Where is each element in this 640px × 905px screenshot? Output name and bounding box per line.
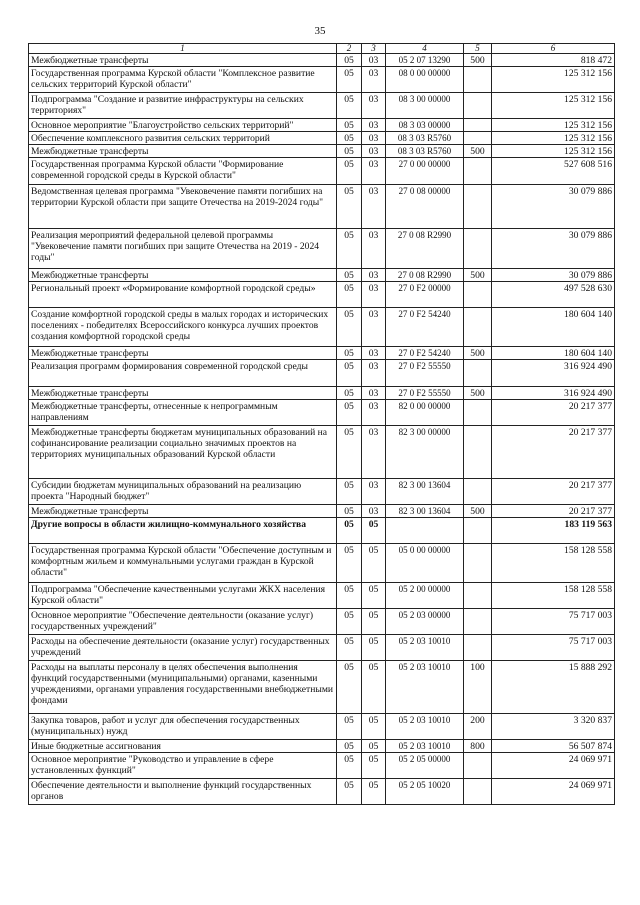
table-row: [29, 269, 615, 282]
expense-type-cell: [464, 518, 492, 544]
table-row: [29, 67, 615, 93]
table-row: [29, 635, 615, 661]
section-code-cell: 05: [337, 387, 362, 400]
item-name-cell: Межбюджетные трансферты: [29, 269, 337, 282]
target-article-cell: 82 3 00 00000: [386, 426, 464, 479]
item-name-cell: Иные бюджетные ассигнования: [29, 740, 337, 753]
expense-type-cell: 500: [464, 145, 492, 158]
section-code-cell: 05: [337, 426, 362, 479]
table-header-row: [29, 44, 615, 54]
target-article-cell: 27 0 F2 00000: [386, 282, 464, 308]
expense-type-cell: 500: [464, 387, 492, 400]
table-row: [29, 400, 615, 426]
subsection-code-cell: 03: [362, 229, 386, 269]
target-article-cell: 05 0 00 00000: [386, 544, 464, 583]
section-code-cell: 05: [337, 779, 362, 805]
subsection-code-cell: 05: [362, 635, 386, 661]
item-name-cell: Государственная программа Курской области "Комплексное развитие сельских территорий Курской области": [29, 67, 337, 93]
target-article-cell: 82 0 00 00000: [386, 400, 464, 426]
table-row: [29, 158, 615, 185]
target-article-cell: 27 0 F2 55550: [386, 360, 464, 387]
amount-cell: 20 217 377: [492, 426, 615, 479]
expense-type-cell: [464, 479, 492, 505]
subsection-code-cell: 03: [362, 282, 386, 308]
table-row: [29, 714, 615, 740]
item-name-cell: Субсидии бюджетам муниципальных образований на реализацию проекта "Народный бюджет": [29, 479, 337, 505]
target-article-cell: 05 2 03 10010: [386, 661, 464, 714]
subsection-code-cell: 03: [362, 54, 386, 67]
item-name-cell: Основное мероприятие "Обеспечение деятельности (оказание услуг) государственных учреждений": [29, 609, 337, 635]
section-code-cell: 05: [337, 518, 362, 544]
subsection-code-cell: 03: [362, 119, 386, 132]
table-row: [29, 360, 615, 387]
expense-type-cell: 500: [464, 269, 492, 282]
amount-cell: 20 217 377: [492, 505, 615, 518]
expense-type-cell: [464, 308, 492, 347]
item-name-cell: Межбюджетные трансферты, отнесенные к непрограммным направлениям: [29, 400, 337, 426]
section-code-cell: 05: [337, 347, 362, 360]
item-name-cell: Основное мероприятие "Руководство и управление в сфере установленных функций": [29, 753, 337, 779]
subsection-code-cell: 03: [362, 93, 386, 119]
table-row: [29, 544, 615, 583]
amount-cell: 20 217 377: [492, 479, 615, 505]
expense-type-cell: [464, 583, 492, 609]
item-name-cell: Основное мероприятие "Благоустройство сельских территорий": [29, 119, 337, 132]
section-code-cell: 05: [337, 583, 362, 609]
target-article-cell: 05 2 03 10010: [386, 740, 464, 753]
column-header: 4: [386, 44, 464, 54]
target-article-cell: 82 3 00 13604: [386, 505, 464, 518]
subsection-code-cell: 05: [362, 753, 386, 779]
table-row: [29, 609, 615, 635]
section-code-cell: 05: [337, 740, 362, 753]
target-article-cell: 05 2 07 13290: [386, 54, 464, 67]
section-code-cell: 05: [337, 229, 362, 269]
amount-cell: 125 312 156: [492, 119, 615, 132]
subsection-code-cell: 03: [362, 308, 386, 347]
table-row: [29, 347, 615, 360]
table-row: [29, 54, 615, 67]
item-name-cell: Подпрограмма "Создание и развитие инфраструктуры на сельских территориях": [29, 93, 337, 119]
subsection-code-cell: 05: [362, 714, 386, 740]
expense-type-cell: [464, 67, 492, 93]
amount-cell: 15 888 292: [492, 661, 615, 714]
amount-cell: 497 528 630: [492, 282, 615, 308]
section-code-cell: 05: [337, 308, 362, 347]
item-name-cell: Межбюджетные трансферты: [29, 54, 337, 67]
table-row: [29, 661, 615, 714]
item-name-cell: Межбюджетные трансферты: [29, 145, 337, 158]
amount-cell: 158 128 558: [492, 544, 615, 583]
item-name-cell: Обеспечение деятельности и выполнение функций государственных органов: [29, 779, 337, 805]
amount-cell: 125 312 156: [492, 132, 615, 145]
amount-cell: 183 119 563: [492, 518, 615, 544]
amount-cell: 527 608 516: [492, 158, 615, 185]
table-row: [29, 779, 615, 805]
expense-type-cell: 200: [464, 714, 492, 740]
expense-type-cell: [464, 635, 492, 661]
amount-cell: 125 312 156: [492, 93, 615, 119]
section-code-cell: 05: [337, 753, 362, 779]
table-row: [29, 93, 615, 119]
amount-cell: 30 079 886: [492, 269, 615, 282]
amount-cell: 125 312 156: [492, 67, 615, 93]
table-row: [29, 740, 615, 753]
target-article-cell: 27 0 08 00000: [386, 185, 464, 229]
amount-cell: 818 472: [492, 54, 615, 67]
section-code-cell: 05: [337, 93, 362, 119]
section-code-cell: 05: [337, 119, 362, 132]
section-code-cell: 05: [337, 661, 362, 714]
item-name-cell: Закупка товаров, работ и услуг для обеспечения государственных (муниципальных) нужд: [29, 714, 337, 740]
expense-type-cell: [464, 779, 492, 805]
target-article-cell: 27 0 F2 54240: [386, 347, 464, 360]
item-name-cell: Реализация программ формирования современной городской среды: [29, 360, 337, 387]
target-article-cell: 82 3 00 13604: [386, 479, 464, 505]
amount-cell: 180 604 140: [492, 308, 615, 347]
item-name-cell: Межбюджетные трансферты: [29, 387, 337, 400]
column-header: 5: [464, 44, 492, 54]
section-code-cell: 05: [337, 67, 362, 93]
subsection-code-cell: 05: [362, 740, 386, 753]
column-header: 3: [362, 44, 386, 54]
expense-type-cell: [464, 753, 492, 779]
item-name-cell: Государственная программа Курской области "Формирование современной городской среды в Курской области": [29, 158, 337, 185]
expense-type-cell: [464, 282, 492, 308]
target-article-cell: 08 3 03 R5760: [386, 132, 464, 145]
amount-cell: 158 128 558: [492, 583, 615, 609]
amount-cell: 24 069 971: [492, 779, 615, 805]
section-code-cell: 05: [337, 505, 362, 518]
table-row: [29, 518, 615, 544]
target-article-cell: 05 2 05 10020: [386, 779, 464, 805]
target-article-cell: 27 0 F2 54240: [386, 308, 464, 347]
subsection-code-cell: 05: [362, 779, 386, 805]
amount-cell: 3 320 837: [492, 714, 615, 740]
subsection-code-cell: 05: [362, 609, 386, 635]
item-name-cell: Региональный проект «Формирование комфортной городской среды»: [29, 282, 337, 308]
section-code-cell: 05: [337, 185, 362, 229]
subsection-code-cell: 03: [362, 347, 386, 360]
target-article-cell: 27 0 08 R2990: [386, 269, 464, 282]
target-article-cell: 08 3 03 00000: [386, 119, 464, 132]
table-row: [29, 185, 615, 229]
subsection-code-cell: 03: [362, 132, 386, 145]
section-code-cell: 05: [337, 145, 362, 158]
section-code-cell: 05: [337, 360, 362, 387]
table-row: [29, 479, 615, 505]
item-name-cell: Создание комфортной городской среды в малых городах и исторических поселениях - победителях Всероссийского конкурса лучших проектов создания комфортной городской среды: [29, 308, 337, 347]
subsection-code-cell: 03: [362, 387, 386, 400]
subsection-code-cell: 03: [362, 426, 386, 479]
section-code-cell: 05: [337, 282, 362, 308]
amount-cell: 316 924 490: [492, 360, 615, 387]
item-name-cell: Ведомственная целевая программа "Увековечение памяти погибших на территории Курской области при защите Отечества на 2019-2024 годы": [29, 185, 337, 229]
column-header: 1: [29, 44, 337, 54]
subsection-code-cell: 03: [362, 479, 386, 505]
expense-type-cell: [464, 426, 492, 479]
expense-type-cell: [464, 132, 492, 145]
table-row: [29, 426, 615, 479]
amount-cell: 180 604 140: [492, 347, 615, 360]
table-row: [29, 132, 615, 145]
subsection-code-cell: 05: [362, 518, 386, 544]
target-article-cell: 05 2 03 00000: [386, 609, 464, 635]
amount-cell: 316 924 490: [492, 387, 615, 400]
table-row: [29, 145, 615, 158]
subsection-code-cell: 03: [362, 400, 386, 426]
expense-type-cell: 500: [464, 54, 492, 67]
section-code-cell: 05: [337, 400, 362, 426]
expense-type-cell: [464, 185, 492, 229]
amount-cell: 24 069 971: [492, 753, 615, 779]
item-name-cell: Государственная программа Курской области "Обеспечение доступным и комфортным жильем и коммунальными услугами граждан в Курской области": [29, 544, 337, 583]
table-row: [29, 753, 615, 779]
target-article-cell: 05 2 03 10010: [386, 714, 464, 740]
subsection-code-cell: 03: [362, 158, 386, 185]
expense-type-cell: [464, 119, 492, 132]
target-article-cell: [386, 518, 464, 544]
amount-cell: 20 217 377: [492, 400, 615, 426]
amount-cell: 125 312 156: [492, 145, 615, 158]
target-article-cell: 08 0 00 00000: [386, 67, 464, 93]
amount-cell: 75 717 003: [492, 635, 615, 661]
item-name-cell: Межбюджетные трансферты: [29, 347, 337, 360]
amount-cell: 56 507 874: [492, 740, 615, 753]
subsection-code-cell: 03: [362, 360, 386, 387]
expense-type-cell: [464, 609, 492, 635]
expense-type-cell: 500: [464, 505, 492, 518]
table-row: [29, 119, 615, 132]
section-code-cell: 05: [337, 54, 362, 67]
expense-type-cell: 100: [464, 661, 492, 714]
target-article-cell: 27 0 08 R2990: [386, 229, 464, 269]
amount-cell: 30 079 886: [492, 229, 615, 269]
target-article-cell: 05 2 05 00000: [386, 753, 464, 779]
item-name-cell: Другие вопросы в области жилищно-коммунального хозяйства: [29, 518, 337, 544]
expense-type-cell: [464, 360, 492, 387]
item-name-cell: Реализация мероприятий федеральной целевой программы "Увековечение памяти погибших при защите Отечества на 2019 - 2024 годы": [29, 229, 337, 269]
section-code-cell: 05: [337, 132, 362, 145]
section-code-cell: 05: [337, 635, 362, 661]
subsection-code-cell: 03: [362, 505, 386, 518]
expense-type-cell: [464, 158, 492, 185]
expense-type-cell: [464, 93, 492, 119]
column-header: 6: [492, 44, 615, 54]
column-header: 2: [337, 44, 362, 54]
section-code-cell: 05: [337, 609, 362, 635]
item-name-cell: Расходы на выплаты персоналу в целях обеспечения выполнения функций государственными (муниципальными) органами, казенными учреждениями, органами управления государственными внебюджетными фондами: [29, 661, 337, 714]
page-number: 35: [314, 25, 326, 37]
expense-type-cell: 500: [464, 347, 492, 360]
section-code-cell: 05: [337, 269, 362, 282]
target-article-cell: 05 2 03 10010: [386, 635, 464, 661]
subsection-code-cell: 03: [362, 185, 386, 229]
amount-cell: 30 079 886: [492, 185, 615, 229]
section-code-cell: 05: [337, 479, 362, 505]
target-article-cell: 08 3 03 R5760: [386, 145, 464, 158]
amount-cell: 75 717 003: [492, 609, 615, 635]
section-code-cell: 05: [337, 714, 362, 740]
subsection-code-cell: 03: [362, 145, 386, 158]
item-name-cell: Межбюджетные трансферты бюджетам муниципальных образований на софинансирование реализации социально значимых проектов на территориях муниципальных образований Курской области: [29, 426, 337, 479]
expense-type-cell: [464, 544, 492, 583]
target-article-cell: 27 0 F2 55550: [386, 387, 464, 400]
expense-type-cell: [464, 229, 492, 269]
expense-type-cell: 800: [464, 740, 492, 753]
budget-table: [28, 43, 615, 805]
table-row: [29, 583, 615, 609]
table-row: [29, 229, 615, 269]
table-row: [29, 282, 615, 308]
subsection-code-cell: 03: [362, 269, 386, 282]
table-row: [29, 387, 615, 400]
item-name-cell: Межбюджетные трансферты: [29, 505, 337, 518]
subsection-code-cell: 03: [362, 67, 386, 93]
target-article-cell: 05 2 00 00000: [386, 583, 464, 609]
subsection-code-cell: 05: [362, 661, 386, 714]
expense-type-cell: [464, 400, 492, 426]
section-code-cell: 05: [337, 544, 362, 583]
target-article-cell: 08 3 00 00000: [386, 93, 464, 119]
table-row: [29, 505, 615, 518]
item-name-cell: Подпрограмма "Обеспечение качественными услугами ЖКХ населения Курской области": [29, 583, 337, 609]
item-name-cell: Обеспечение комплексного развития сельских территорий: [29, 132, 337, 145]
table-row: [29, 308, 615, 347]
target-article-cell: 27 0 00 00000: [386, 158, 464, 185]
subsection-code-cell: 05: [362, 544, 386, 583]
subsection-code-cell: 05: [362, 583, 386, 609]
section-code-cell: 05: [337, 158, 362, 185]
item-name-cell: Расходы на обеспечение деятельности (оказание услуг) государственных учреждений: [29, 635, 337, 661]
